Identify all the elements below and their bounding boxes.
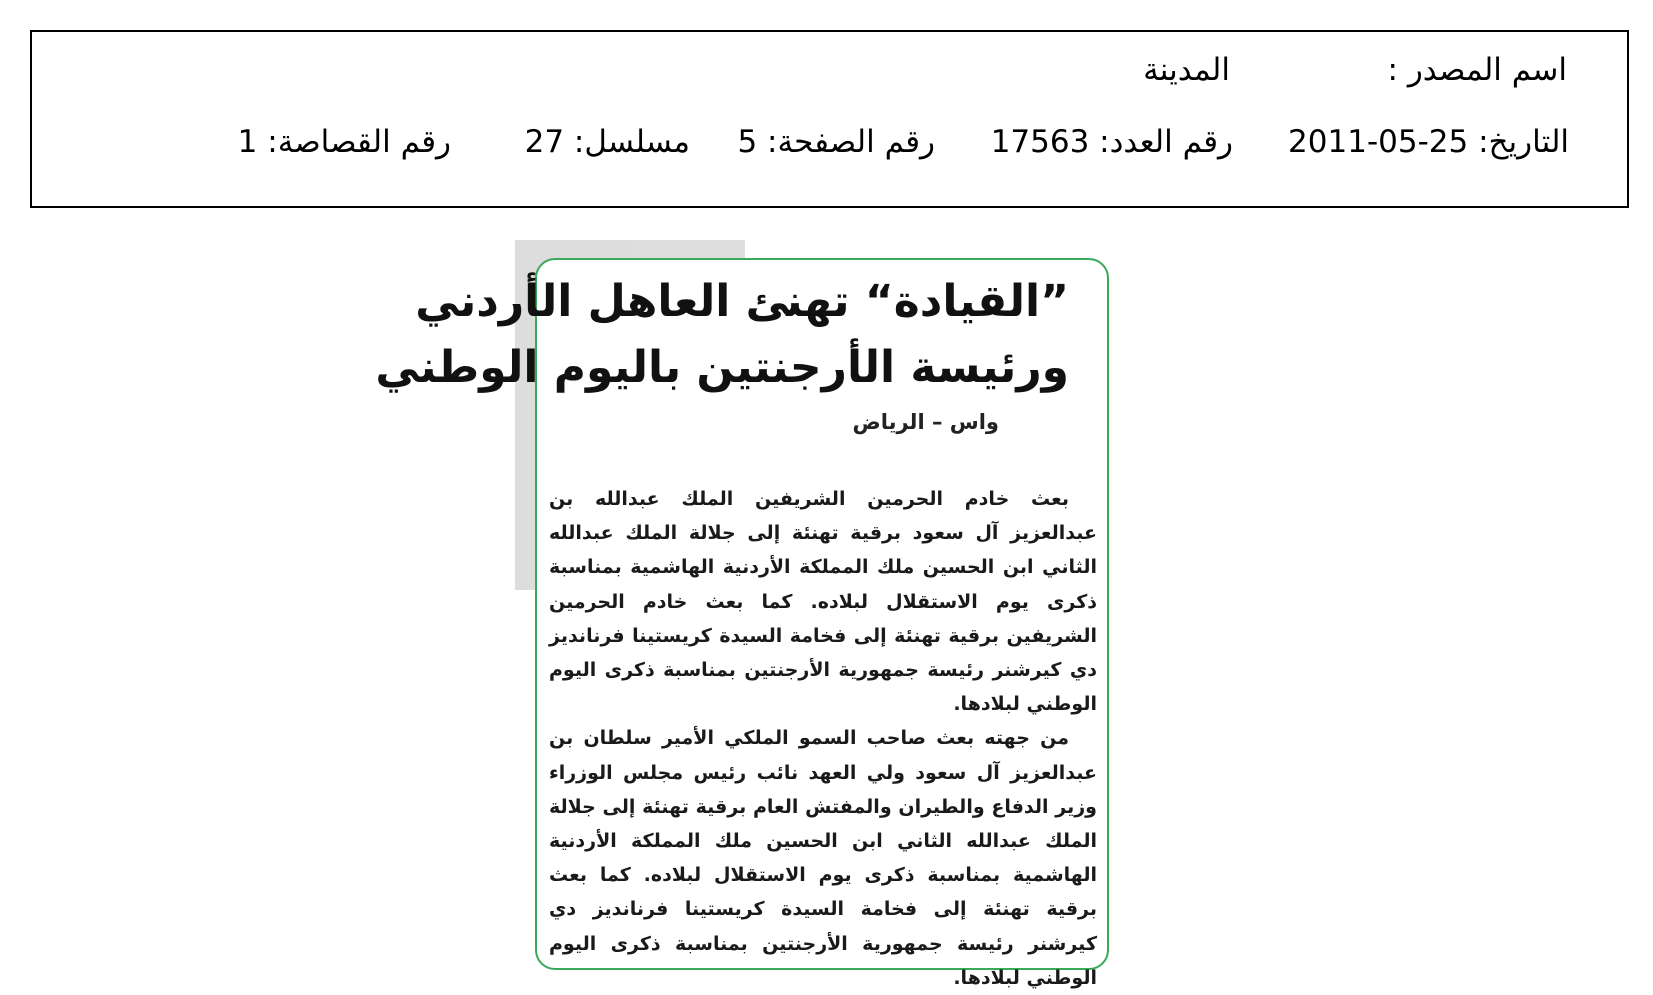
article-body <box>549 482 1097 995</box>
date-field: التاريخ: 25-05-2011 <box>1288 124 1569 160</box>
byline: واس – الرياض <box>852 410 999 434</box>
headline-line-1: ”القيادة“ تهنئ العاهل الأردني <box>415 276 1069 327</box>
headline-line-2: ورئيسة الأرجنتين باليوم الوطني <box>375 342 1069 393</box>
page-number-field: رقم الصفحة: 5 <box>737 124 935 160</box>
serial-field: مسلسل: 27 <box>524 124 690 160</box>
article-paragraph-1: بعث خادم الحرمين الشريفين الملك عبدالله بن عبدالعزيز آل سعود برقية تهنئة إلى جلالة الملك عبدالله الثاني ابن الحسين ملك المملكة الأردنية الهاشمية بمناسبة ذكرى يوم الاستقلال لبلاده. كما بعث خادم الحرمين الشريفين برقية تهنئة إلى فخامة السيدة كريستينا فرنانديز دي كيرشنر رئيسة جمهورية الأرجنتين بمناسبة ذكرى اليوم الوطني لبلادها. <box>549 488 1097 716</box>
article-clipping <box>375 258 1109 989</box>
source-value: المدينة <box>1143 52 1230 88</box>
article-paragraph-2: من جهته بعث صاحب السمو الملكي الأمير سلطان بن عبدالعزيز آل سعود ولي العهد نائب رئيس مجلس الوزراء وزير الدفاع والطيران والمفتش العام برقية تهنئة إلى جلالة الملك عبدالله الثاني ابن الحسين ملك المملكة الأردنية الهاشمية بمناسبة ذكرى يوم الاستقلال لبلاده. كما بعث برقية تهنئة إلى فخامة السيدة كريستينا فرنانديز دي كيرشنر رئيسة جمهورية الأرجنتين بمناسبة ذكرى اليوم الوطني لبلادها. <box>549 727 1097 989</box>
clip-number-field: رقم القصاصة: 1 <box>237 124 451 160</box>
metadata-header <box>30 30 1629 208</box>
source-label: اسم المصدر : <box>1387 52 1567 88</box>
issue-number-field: رقم العدد: 17563 <box>990 124 1233 160</box>
